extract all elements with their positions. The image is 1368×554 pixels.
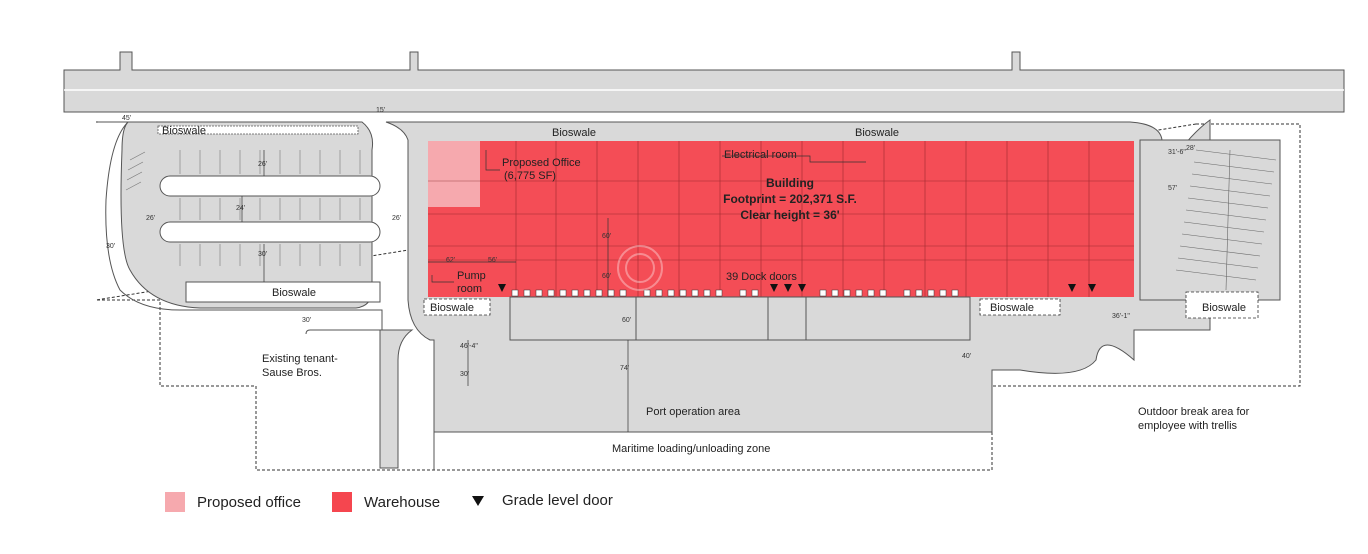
bioswale-east-label: Bioswale	[1202, 302, 1247, 314]
dim-60a: 60'	[602, 233, 612, 240]
dim-60b: 60'	[602, 273, 612, 280]
road	[64, 52, 1344, 112]
legend-warehouse	[332, 492, 440, 512]
dim-74: 74'	[620, 365, 630, 372]
legend-proposed-office	[165, 492, 301, 512]
dim-45: 45'	[122, 115, 132, 122]
dim-28: 28'	[1186, 145, 1196, 152]
dim-26b: 26'	[146, 215, 156, 222]
dim-30b: 30'	[258, 251, 268, 258]
proposed-office-label: Proposed Office	[502, 157, 581, 169]
dim-46: 46'-4"	[460, 343, 478, 350]
port-operation-label: Port operation area	[646, 406, 741, 418]
building-label: Building	[766, 176, 814, 190]
maritime-zone-label: Maritime loading/unloading zone	[612, 443, 771, 455]
bioswale-dock-right-label: Bioswale	[990, 302, 1035, 314]
dim-30c: 30'	[302, 317, 312, 324]
bioswale-north-1-label: Bioswale	[552, 127, 597, 139]
bioswale-parking-top-label: Bioswale	[162, 125, 207, 137]
proposed-office-block	[428, 141, 480, 207]
clear-height-label: Clear height = 36'	[740, 208, 840, 222]
legend-office-swatch	[165, 492, 185, 512]
bioswale-dock-left-label: Bioswale	[430, 302, 475, 314]
dim-26c: 26'	[392, 215, 402, 222]
dim-26a: 26'	[258, 161, 268, 168]
dim-30a: 30'	[106, 243, 116, 250]
existing-tenant-label-2: Sause Bros.	[262, 367, 322, 379]
electrical-room-label: Electrical room	[724, 149, 797, 161]
dock-doors-label: 39 Dock doors	[726, 271, 797, 283]
dim-62: 62'	[446, 257, 456, 264]
legend-grade-door	[472, 492, 613, 509]
dim-31: 31'-6"	[1168, 149, 1186, 156]
legend	[0, 488, 1368, 528]
dim-24: 24'	[236, 205, 246, 212]
pump-room-label-2: room	[457, 283, 483, 295]
existing-tenant-label-1: Existing tenant-	[262, 353, 338, 365]
down-triangle-icon	[472, 496, 484, 506]
bioswale-north-2-label: Bioswale	[855, 127, 900, 139]
parking-lot	[98, 122, 382, 334]
dim-56: 56'	[488, 257, 498, 264]
legend-office-label: Proposed office	[197, 493, 301, 511]
proposed-office-area: (6,775 SF)	[504, 170, 556, 182]
outdoor-break-label-2: employee with trellis	[1138, 420, 1238, 432]
legend-warehouse-swatch	[332, 492, 352, 512]
truck-court	[510, 297, 970, 340]
dim-36: 36'-1"	[1112, 313, 1130, 320]
legend-warehouse-label: Warehouse	[364, 493, 441, 511]
dim-30d: 30'	[460, 371, 470, 378]
dim-15: 15'	[376, 107, 386, 114]
outdoor-break-label-1: Outdoor break area for	[1138, 406, 1250, 418]
dim-40: 40'	[962, 353, 972, 360]
legend-grade-door-label: Grade level door	[502, 492, 613, 509]
dim-57: 57'	[1168, 185, 1178, 192]
driveway	[380, 330, 412, 468]
pump-room-label-1: Pump	[457, 270, 486, 282]
bioswale-parking-bottom-label: Bioswale	[272, 287, 317, 299]
footprint-label: Footprint = 202,371 S.F.	[723, 192, 857, 206]
dim-60c: 60'	[622, 317, 632, 324]
